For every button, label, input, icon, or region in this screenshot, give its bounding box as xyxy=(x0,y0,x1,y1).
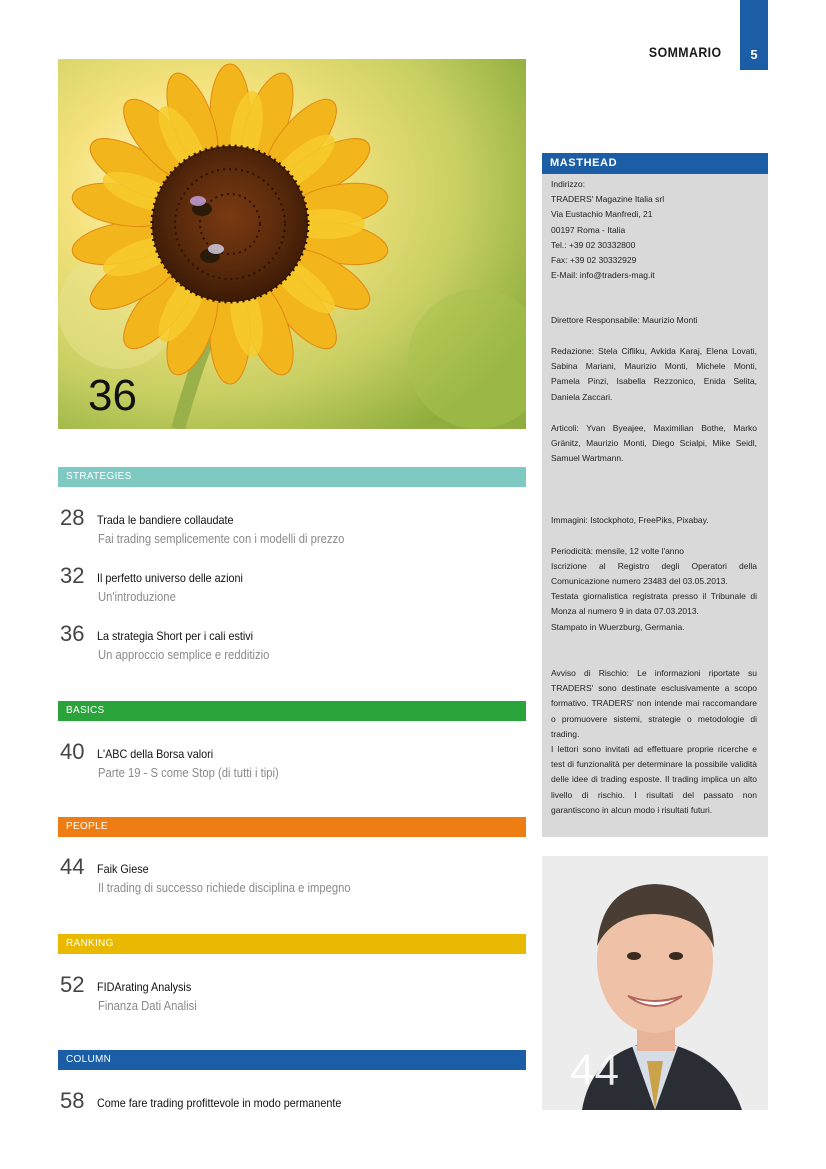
address-line: Via Eustachio Manfredi, 21 xyxy=(551,209,653,220)
masthead-title: MASTHEAD xyxy=(542,153,768,174)
section-strategies: STRATEGIES xyxy=(58,467,526,487)
entry-title: Faik Giese xyxy=(97,862,149,876)
entry-title: FIDArating Analysis xyxy=(97,980,192,994)
section-ranking: RANKING xyxy=(58,934,526,954)
hero-page-number: 36 xyxy=(88,371,137,420)
entry-subtitle: Fai trading semplicemente con i modelli di prezzo xyxy=(98,532,345,546)
portrait-photo[interactable] xyxy=(542,856,768,1110)
entry-subtitle: Il trading di successo richiede disciplina e impegno xyxy=(98,881,351,895)
entry-title: Il perfetto universo delle azioni xyxy=(97,571,243,585)
entry-subtitle: Un approccio semplice e redditizio xyxy=(98,648,270,662)
entry-page-number: 44 xyxy=(60,854,85,879)
masthead-readers: I lettori sono invitati ad effettuare proprie ricerche e test di funzionalità per determinare la possibile validità delle idee di trading esposte. Il trading implica un alto livello di rischio. I risultati del passato non garantiscono in alcun modo i risultati futuri. xyxy=(551,744,757,815)
entry-page-number: 40 xyxy=(60,739,85,764)
masthead-address xyxy=(551,177,757,283)
page-number: 5 xyxy=(740,0,768,70)
masthead-newspaper: Testata giornalistica registrata presso il Tribunale di Monza al numero 9 in data 07.03.2013. xyxy=(551,591,757,617)
section-column: COLUMN xyxy=(58,1050,526,1070)
address-line: Indirizzo: xyxy=(551,179,586,189)
masthead-images: Immagini: Istockphoto, FreePiks, Pixabay. xyxy=(551,515,709,525)
masthead-panel xyxy=(542,153,768,837)
entry-subtitle: Un'introduzione xyxy=(98,590,176,604)
email-line: E-Mail: info@traders-mag.it xyxy=(551,270,655,281)
entry-title: Trada le bandiere collaudate xyxy=(97,513,234,527)
section-basics: BASICS xyxy=(58,701,526,721)
entry-page-number: 52 xyxy=(60,972,85,997)
section-header: SOMMARIO xyxy=(649,44,722,60)
entry-page-number: 32 xyxy=(60,563,85,588)
address-line: Tel.: +39 02 30332800 xyxy=(551,239,636,250)
entry-page-number: 58 xyxy=(60,1088,85,1113)
masthead-editorial: Redazione: Stela Cifliku, Avkida Karaj, Elena Lovati, Sabina Mariani, Maurizio Monti, Michele Monti, Pamela Pinzi, Isabella Rezzonico, Enida Selita, Daniela Zaccari. xyxy=(551,346,757,402)
entry-subtitle: Finanza Dati Analisi xyxy=(98,999,197,1013)
masthead-periodicity: Periodicità: mensile, 12 volte l'anno xyxy=(551,546,684,556)
photo-page-number: 44 xyxy=(570,1046,619,1095)
address-line: 00197 Roma - Italia xyxy=(551,224,626,235)
address-line: TRADERS' Magazine Italia srl xyxy=(551,194,665,205)
entry-page-number: 36 xyxy=(60,621,85,646)
entry-subtitle: Parte 19 - S come Stop (di tutti i tipi) xyxy=(98,766,279,780)
entry-title: L'ABC della Borsa valori xyxy=(97,747,214,761)
entry-title: Come fare trading profittevole in modo permanente xyxy=(97,1096,342,1110)
masthead-registration: Iscrizione al Registro degli Operatori della Comunicazione numero 23483 del 03.05.2013. xyxy=(551,561,757,587)
sunflower-image[interactable] xyxy=(58,59,526,429)
masthead-printed: Stampato in Wuerzburg, Germania. xyxy=(551,622,685,632)
section-people: PEOPLE xyxy=(58,817,526,837)
masthead-risk: Avviso di Rischio: Le informazioni riportate su TRADERS' sono destinate esclusivamente a scopo formativo. TRADERS' non intende mai raccomandare o promuovere sistemi, strategie o metodologie di trading. xyxy=(551,668,757,739)
entry-title: La strategia Short per i cali estivi xyxy=(97,629,254,643)
address-line: Fax: +39 02 30332929 xyxy=(551,255,637,266)
masthead-articles: Articoli: Yvan Byeajee, Maximilian Bothe, Marko Gränitz, Maurizio Monti, Diego Scialpi, Mike Seidl, Samuel Wartmann. xyxy=(551,423,757,464)
masthead-director: Direttore Responsabile: Maurizio Monti xyxy=(551,315,698,325)
entry-page-number: 28 xyxy=(60,505,85,530)
